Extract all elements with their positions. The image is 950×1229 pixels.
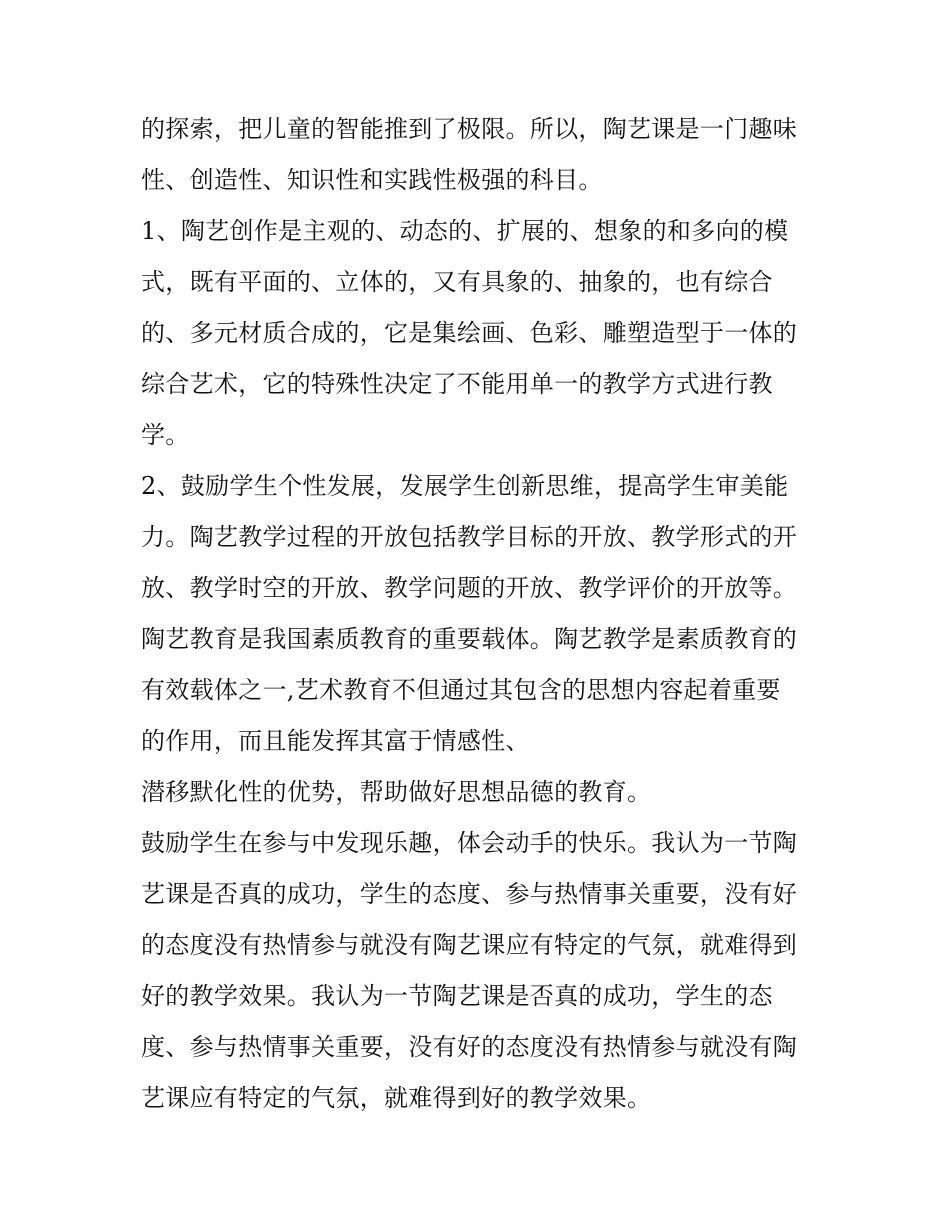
text-line: 性、创造性、知识性和实践性极强的科目。: [141, 166, 603, 194]
text-line: 综合艺术，它的特殊性决定了不能用单一的教学方式进行教: [141, 370, 773, 398]
text-line: 陶艺教育是我国素质教育的重要载体。陶艺教学是素质教育的: [141, 625, 798, 653]
body-text: [141, 104, 816, 1124]
text-line: 的、多元材质合成的，它是集绘画、色彩、雕塑造型于一体的: [141, 319, 798, 347]
text-line: 的态度没有热情参与就没有陶艺课应有特定的气氛，就难得到: [141, 931, 798, 959]
text-line: 的作用，而且能发挥其富于情感性、: [141, 727, 530, 755]
text-line: 艺课是否真的成功，学生的态度、参与热情事关重要，没有好: [141, 880, 798, 908]
text-line: 潜移默化性的优势，帮助做好思想品德的教育。: [141, 778, 652, 806]
text-line: 好的教学效果。我认为一节陶艺课是否真的成功，学生的态: [141, 982, 773, 1010]
text-line: 度、参与热情事关重要，没有好的态度没有热情参与就没有陶: [141, 1033, 798, 1061]
text-line: 艺课应有特定的气氛，就难得到好的教学效果。: [141, 1084, 652, 1112]
text-line: 鼓励学生在参与中发现乐趣，体会动手的快乐。我认为一节陶: [141, 829, 798, 857]
text-line: 学。: [141, 421, 190, 449]
text-line: 有效载体之一,艺术教育不但通过其包含的思想内容起着重要: [141, 676, 781, 704]
text-line: 的探索，把儿童的智能推到了极限。所以，陶艺课是一门趣味: [141, 115, 798, 143]
text-line: 力。陶艺教学过程的开放包括教学目标的开放、教学形式的开: [141, 523, 798, 551]
text-line: 式，既有平面的、立体的，又有具象的、抽象的，也有综合: [141, 268, 773, 296]
text-line: 2、鼓励学生个性发展，发展学生创新思维，提高学生审美能: [141, 472, 789, 500]
text-line: 1、陶艺创作是主观的、动态的、扩展的、想象的和多向的模: [141, 217, 789, 245]
text-line: 放、教学时空的开放、教学问题的开放、教学评价的开放等。: [141, 574, 798, 602]
